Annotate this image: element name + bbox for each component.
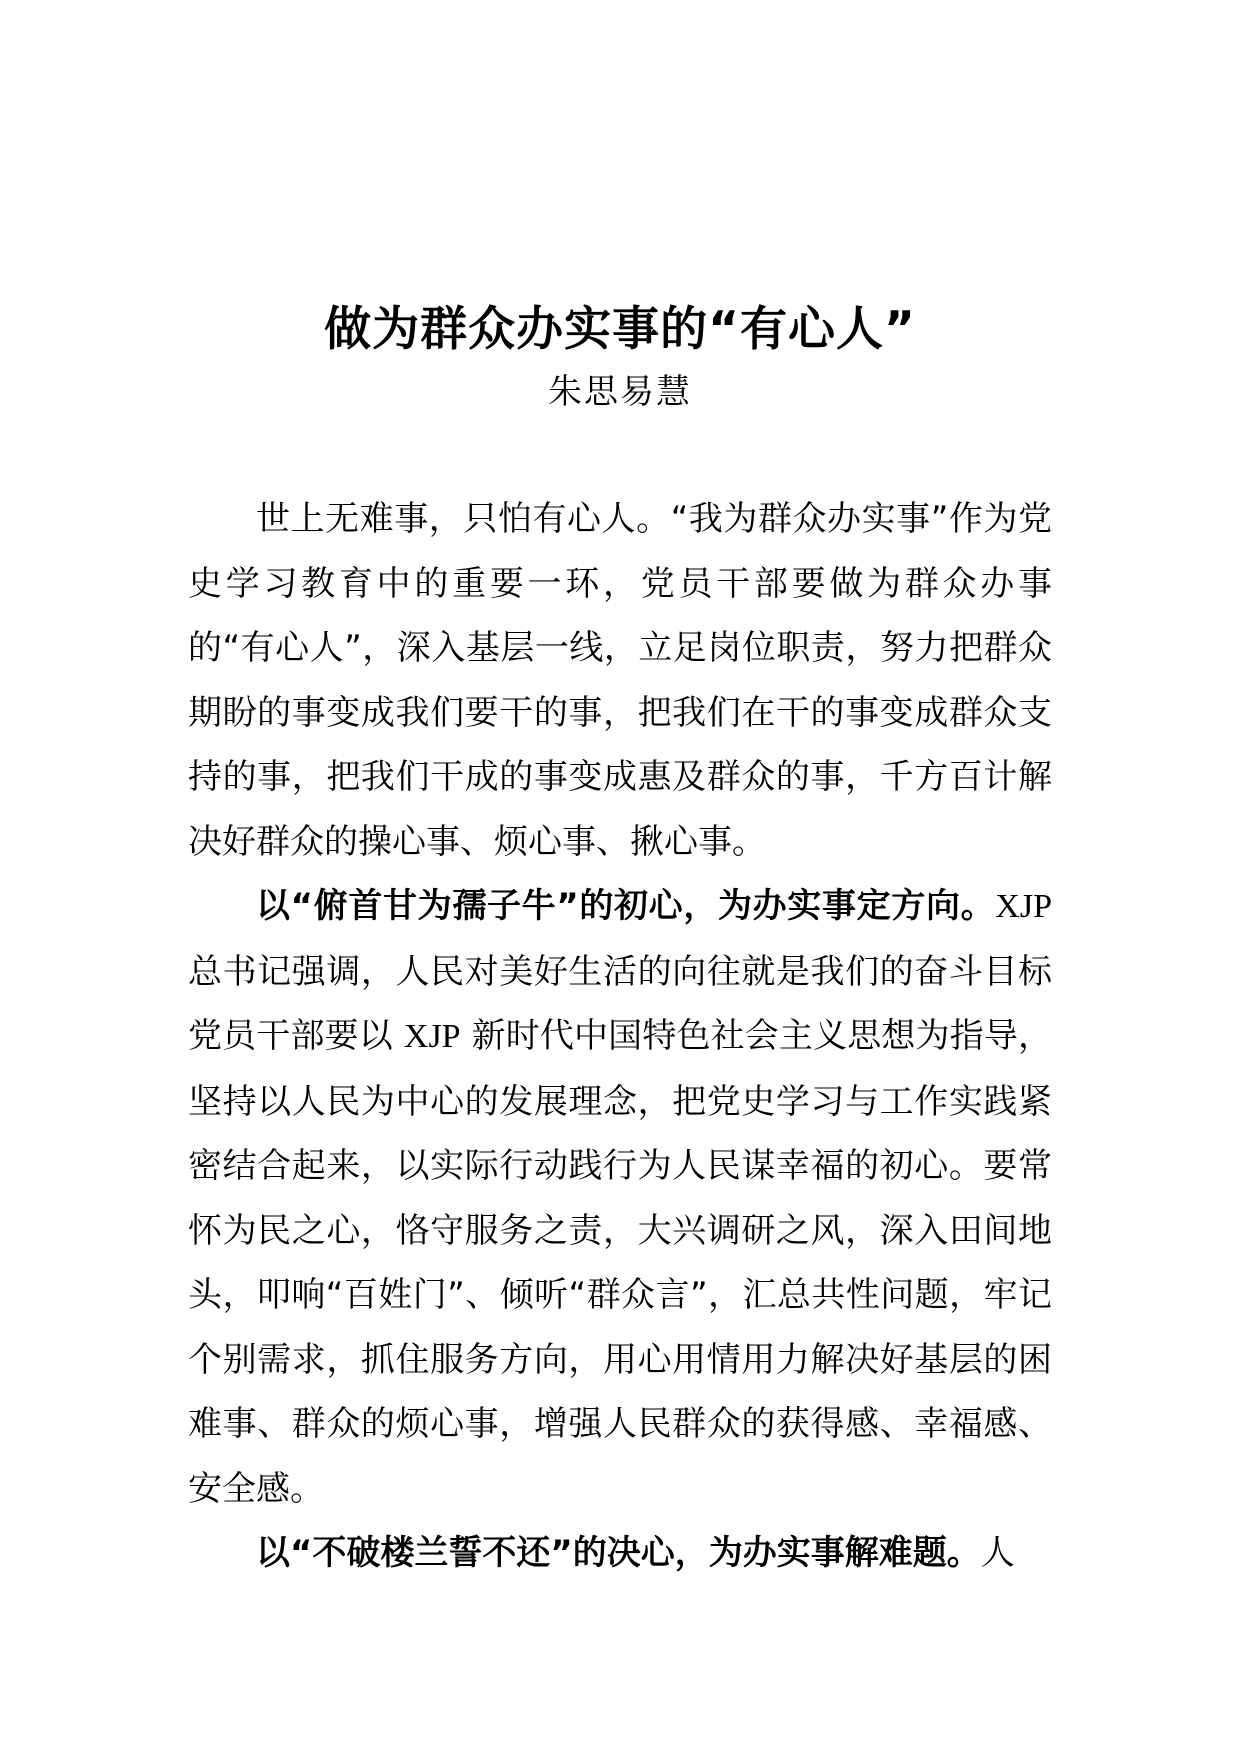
paragraph-lead-heading: 以“俯首甘为孺子牛”的初心，为办实事定方向。 [256,886,996,926]
paragraph-text-abbrev: XJP [403,1018,461,1055]
paragraph-determination [188,1521,1052,1586]
document-body [188,487,1052,1586]
document-title: 做为群众办实事的“有心人” [324,302,916,357]
paragraph-lead-heading: 以“不破楼兰誓不还”的决心，为办实事解难题。 [256,1533,981,1573]
paragraph-text: 总书记强调，人民对美好生活的向往就是我们的奋斗目标党员干部要以 [188,951,1052,1056]
paragraph-intro-text: 世上无难事，只怕有心人。“我为群众办实事”作为党史学习教育中的重要一环，党员干部要做为群众办事的“有心人”，深入基层一线，立足岗位职责，努力把群众期盼的事变成我们要干的事，把我们在干的事变成群众支持的事，把我们干成的事变成惠及群众的事，千方百计解决好群众的操心事、烦心事、揪心事。 [188,499,1052,862]
paragraph-text-abbrev: XJP [995,888,1052,925]
paragraph-text: 新时代中国特色社会主义思想为指导，坚持以人民为中心的发展理念，把党史学习与工作实践紧密结合起来，以实际行动践行为人民谋幸福的初心。要常怀为民之心，恪守服务之责，大兴调研之风，深入田间地头，叩响“百姓门”、倾听“群众言”，汇总共性问题，牢记个别需求，抓住服务方向，用心用情用力解决好基层的困难事、群众的烦心事，增强人民群众的获得感、幸福感、安全感。 [188,1016,1053,1509]
document-author: 朱思易慧 [548,372,692,412]
paragraph-text: 人 [980,1533,1015,1573]
paragraph-original-aspiration [188,874,1052,1521]
paragraph-intro [188,487,1052,874]
